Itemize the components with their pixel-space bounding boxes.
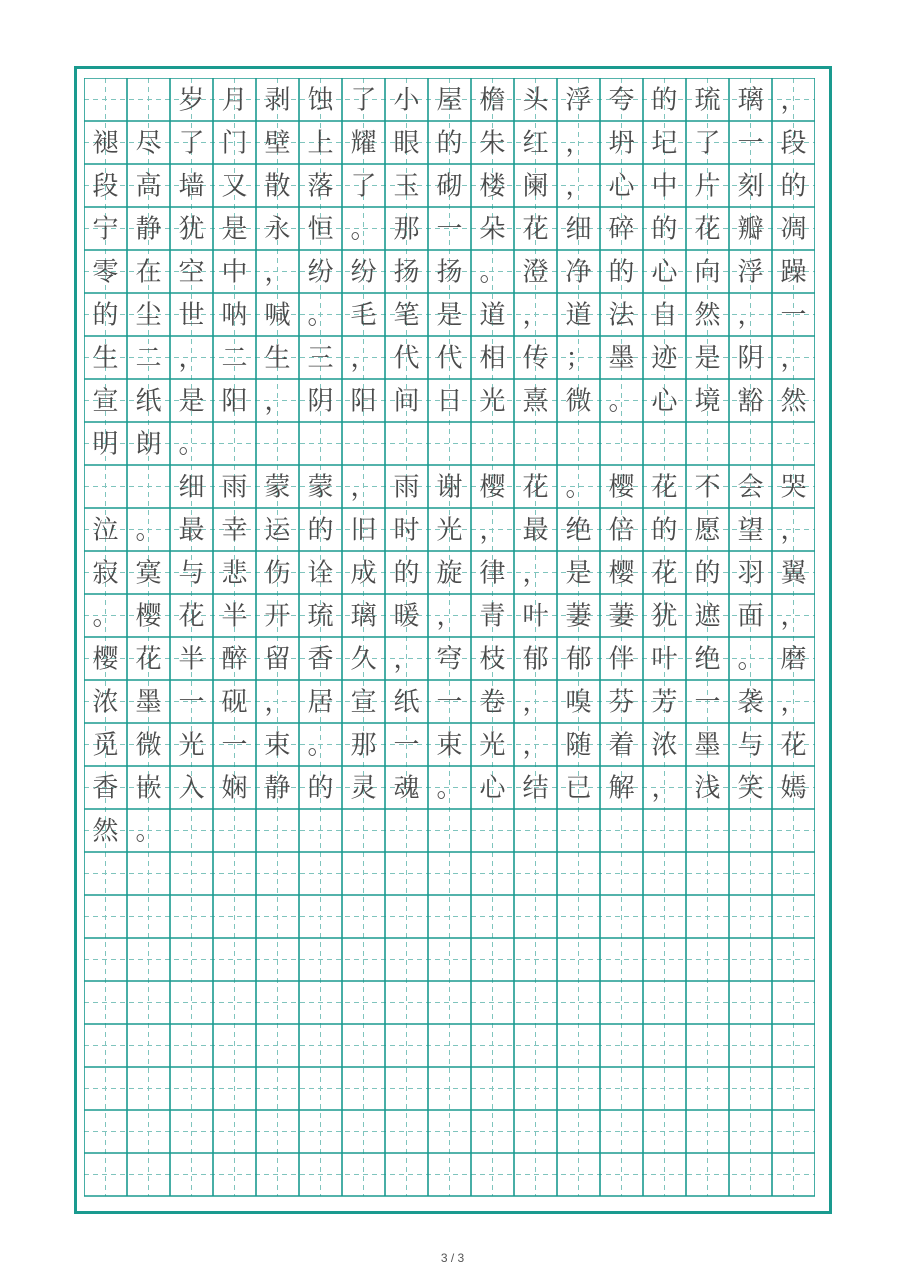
grid-character: 眼 (393, 128, 420, 159)
grid-character: 自 (651, 300, 678, 331)
grid-character: 泣 (92, 515, 119, 546)
grid-character: 熹 (522, 386, 549, 417)
grid-character: 的 (393, 558, 420, 589)
grid-character: 净 (565, 257, 592, 288)
grid-character: 绝 (694, 644, 721, 675)
grid-character: 光 (436, 515, 463, 546)
grid-character: 然 (694, 300, 721, 331)
grid-character: 尘 (135, 300, 162, 331)
writing-grid (84, 78, 815, 1197)
grid-character: 阑 (522, 171, 549, 202)
grid-character: 光 (479, 730, 506, 761)
grid-character: 蚀 (307, 85, 334, 116)
grid-character: ， (522, 300, 549, 331)
grid-character: 会 (737, 472, 764, 503)
grid-character: 纷 (350, 257, 377, 288)
grid-character: 砚 (221, 687, 248, 718)
grid-character: 羽 (737, 558, 764, 589)
grid-character: 又 (221, 171, 248, 202)
grid-character: 璃 (737, 85, 764, 116)
grid-character: 是 (565, 558, 592, 589)
grid-character: 花 (135, 644, 162, 675)
grid-character: 一 (737, 128, 764, 159)
grid-character: 。 (350, 214, 377, 245)
grid-character: 岁 (178, 85, 205, 116)
grid-character: ， (737, 300, 764, 331)
grid-character: 是 (178, 386, 205, 417)
grid-character: 嫣 (780, 773, 807, 804)
grid-character: ； (565, 343, 592, 374)
grid-character: 的 (780, 171, 807, 202)
grid-character: 玉 (393, 171, 420, 202)
grid-character: 心 (608, 171, 635, 202)
grid-character: 着 (608, 730, 635, 761)
grid-character: 穹 (436, 644, 463, 675)
grid-character: 静 (135, 214, 162, 245)
grid-character: 了 (178, 128, 205, 159)
grid-character: 暖 (393, 601, 420, 632)
grid-character: 卷 (479, 687, 506, 718)
grid-character: 醉 (221, 644, 248, 675)
grid-character: 的 (651, 85, 678, 116)
grid-character: 萋 (608, 601, 635, 632)
grid-character: 与 (178, 558, 205, 589)
grid-character: 最 (178, 515, 205, 546)
grid-character: ， (780, 601, 807, 632)
grid-character: 红 (522, 128, 549, 159)
grid-character: 二 (221, 343, 248, 374)
grid-character: 面 (737, 601, 764, 632)
grid-character: 段 (92, 171, 119, 202)
grid-character: 花 (780, 730, 807, 761)
grid-character: 悲 (221, 558, 248, 589)
grid-character: 郁 (522, 644, 549, 675)
grid-character: ， (350, 472, 377, 503)
grid-character: 嵌 (135, 773, 162, 804)
grid-character: ， (780, 343, 807, 374)
grid-character: 与 (737, 730, 764, 761)
grid-character: 枝 (479, 644, 506, 675)
grid-character: 愿 (694, 515, 721, 546)
grid-character: 心 (479, 773, 506, 804)
grid-character: 开 (264, 601, 291, 632)
grid-character: 向 (694, 257, 721, 288)
grid-character: 散 (264, 171, 291, 202)
grid-character: 律 (479, 558, 506, 589)
grid-character: 檐 (479, 85, 506, 116)
grid-character: 的 (651, 214, 678, 245)
grid-character: 了 (350, 171, 377, 202)
grid-character: 伴 (608, 644, 635, 675)
grid-character: 束 (264, 730, 291, 761)
grid-character: 代 (436, 343, 463, 374)
grid-character: 墨 (694, 730, 721, 761)
grid-character: 传 (522, 343, 549, 374)
grid-character: 墨 (135, 687, 162, 718)
grid-character: 宁 (92, 214, 119, 245)
grid-character: 。 (565, 472, 592, 503)
grid-character: 的 (436, 128, 463, 159)
grid-character: ， (178, 343, 205, 374)
grid-character: 运 (264, 515, 291, 546)
grid-character: 微 (565, 386, 592, 417)
grid-character: ， (393, 644, 420, 675)
grid-character: 中 (221, 257, 248, 288)
grid-character: 琉 (307, 601, 334, 632)
grid-character: 壁 (264, 128, 291, 159)
grid-character: 樱 (608, 558, 635, 589)
grid-character: 相 (479, 343, 506, 374)
grid-character: 空 (178, 257, 205, 288)
grid-character: ， (780, 85, 807, 116)
grid-character: 喊 (264, 300, 291, 331)
grid-character: 阴 (307, 386, 334, 417)
grid-character: 寞 (135, 558, 162, 589)
grid-character: 永 (264, 214, 291, 245)
writing-grid-svg (84, 78, 815, 1197)
grid-character: 生 (92, 343, 119, 374)
grid-character: 留 (264, 644, 291, 675)
grid-character: 魂 (393, 773, 420, 804)
grid-character: 雨 (221, 472, 248, 503)
grid-character: 成 (350, 558, 377, 589)
grid-character: 砌 (436, 171, 463, 202)
grid-character: 谢 (436, 472, 463, 503)
grid-character: 一 (780, 300, 807, 331)
grid-character: 宣 (350, 687, 377, 718)
grid-character: 嗅 (565, 687, 592, 718)
grid-character: 毛 (350, 300, 377, 331)
grid-character: 花 (522, 214, 549, 245)
grid-character: ， (565, 128, 592, 159)
grid-character: 那 (393, 214, 420, 245)
grid-character: 阳 (221, 386, 248, 417)
grid-character: 芳 (651, 687, 678, 718)
grid-character: 解 (608, 773, 635, 804)
grid-character: 袭 (737, 687, 764, 718)
grid-character: 。 (178, 429, 205, 460)
grid-character: 。 (307, 300, 334, 331)
grid-character: 光 (479, 386, 506, 417)
grid-character: 花 (178, 601, 205, 632)
grid-character: 已 (565, 773, 592, 804)
grid-character: 恒 (307, 214, 334, 245)
grid-character: 望 (737, 515, 764, 546)
grid-character: 诠 (307, 558, 334, 589)
grid-character: 那 (350, 730, 377, 761)
grid-character: 微 (135, 730, 162, 761)
grid-character: 楼 (479, 171, 506, 202)
grid-character: ， (522, 730, 549, 761)
grid-character: 坍 (608, 128, 635, 159)
grid-character: 在 (135, 257, 162, 288)
grid-character: 上 (307, 128, 334, 159)
grid-character: 寂 (92, 558, 119, 589)
grid-character: 青 (479, 601, 506, 632)
grid-character: 犹 (178, 214, 205, 245)
grid-character: 夸 (608, 85, 635, 116)
grid-character: 最 (522, 515, 549, 546)
grid-character: 随 (565, 730, 592, 761)
grid-character: 。 (135, 515, 162, 546)
grid-character: ， (264, 386, 291, 417)
grid-character: 澄 (522, 257, 549, 288)
grid-character: ， (522, 558, 549, 589)
grid-character: 扬 (393, 257, 420, 288)
grid-character: 是 (694, 343, 721, 374)
grid-character: 樱 (479, 472, 506, 503)
grid-character: 尽 (135, 128, 162, 159)
grid-character: 静 (264, 773, 291, 804)
grid-character: ， (479, 515, 506, 546)
grid-character: 月 (221, 85, 248, 116)
grid-character: 头 (522, 85, 549, 116)
grid-character: 笑 (737, 773, 764, 804)
grid-character: 细 (178, 472, 205, 503)
grid-character: 觅 (92, 730, 119, 761)
grid-character: 细 (565, 214, 592, 245)
grid-character: 纸 (393, 687, 420, 718)
grid-character: 叶 (522, 601, 549, 632)
grid-character: 门 (221, 128, 248, 159)
grid-character: 结 (522, 773, 549, 804)
grid-character: 墙 (178, 171, 205, 202)
grid-character: 高 (135, 171, 162, 202)
grid-character: 浮 (565, 85, 592, 116)
grid-character: 。 (307, 730, 334, 761)
grid-character: 久 (350, 644, 377, 675)
grid-character: 。 (737, 644, 764, 675)
grid-character: 雨 (393, 472, 420, 503)
grid-character: 时 (393, 515, 420, 546)
grid-character: 樱 (608, 472, 635, 503)
grid-character: 中 (651, 171, 678, 202)
grid-character: 墨 (608, 343, 635, 374)
grid-character: 道 (479, 300, 506, 331)
grid-character: 花 (651, 472, 678, 503)
grid-character: 浅 (694, 773, 721, 804)
grid-character: 落 (307, 171, 334, 202)
grid-character: 郁 (565, 644, 592, 675)
grid-character: 遮 (694, 601, 721, 632)
grid-character: 躁 (780, 257, 807, 288)
grid-character: 不 (694, 472, 721, 503)
grid-character: 了 (350, 85, 377, 116)
grid-character: 蒙 (264, 472, 291, 503)
grid-character: 法 (608, 300, 635, 331)
grid-character: 纷 (307, 257, 334, 288)
grid-character: 半 (221, 601, 248, 632)
grid-character: 。 (608, 386, 635, 417)
grid-character: ， (264, 257, 291, 288)
grid-character: 倍 (608, 515, 635, 546)
grid-character: 翼 (780, 558, 807, 589)
grid-character: 豁 (737, 386, 764, 417)
grid-character: ， (565, 171, 592, 202)
grid-character: 香 (92, 773, 119, 804)
grid-character: 旧 (350, 515, 377, 546)
grid-character: 了 (694, 128, 721, 159)
grid-character: 生 (264, 343, 291, 374)
grid-character: 磨 (780, 644, 807, 675)
grid-character: 代 (393, 343, 420, 374)
grid-character: 刻 (737, 171, 764, 202)
grid-character: 花 (694, 214, 721, 245)
grid-character: 然 (92, 816, 119, 847)
grid-character: 浓 (92, 687, 119, 718)
grid-character: 扬 (436, 257, 463, 288)
grid-character: 是 (221, 214, 248, 245)
grid-character: ， (436, 601, 463, 632)
grid-character: 心 (651, 386, 678, 417)
grid-character: 然 (780, 386, 807, 417)
grid-character: 笔 (393, 300, 420, 331)
grid-character: 一 (694, 687, 721, 718)
grid-character: 朵 (479, 214, 506, 245)
grid-character: 一 (178, 687, 205, 718)
grid-character: 是 (436, 300, 463, 331)
grid-character: 蒙 (307, 472, 334, 503)
grid-character: 浓 (651, 730, 678, 761)
grid-character: 圮 (651, 128, 678, 159)
grid-character: ， (780, 687, 807, 718)
grid-character: 心 (651, 257, 678, 288)
grid-character: 迹 (651, 343, 678, 374)
grid-character: 瓣 (737, 214, 764, 245)
grid-character: 间 (393, 386, 420, 417)
grid-character: 一 (436, 687, 463, 718)
grid-character: ， (780, 515, 807, 546)
grid-character: 纸 (135, 386, 162, 417)
grid-character: 的 (307, 515, 334, 546)
grid-character: 芬 (608, 687, 635, 718)
grid-character: 束 (436, 730, 463, 761)
grid-character: 幸 (221, 515, 248, 546)
grid-character: 零 (92, 257, 119, 288)
grid-character: 旋 (436, 558, 463, 589)
grid-character: 伤 (264, 558, 291, 589)
grid-character: 剥 (264, 85, 291, 116)
grid-character: 朱 (479, 128, 506, 159)
grid-character: 境 (694, 386, 721, 417)
grid-character: 段 (780, 128, 807, 159)
grid-character: ， (522, 687, 549, 718)
grid-character: 日 (436, 386, 463, 417)
grid-character: 的 (92, 300, 119, 331)
grid-character: 光 (178, 730, 205, 761)
grid-character: 娴 (221, 773, 248, 804)
grid-character: 的 (651, 515, 678, 546)
grid-character: ， (651, 773, 678, 804)
grid-character: 璃 (350, 601, 377, 632)
grid-character: 居 (307, 687, 334, 718)
grid-character: 耀 (350, 128, 377, 159)
grid-character: 阴 (737, 343, 764, 374)
grid-character: 花 (651, 558, 678, 589)
grid-character: 。 (479, 257, 506, 288)
grid-character: 浮 (737, 257, 764, 288)
grid-character: 一 (393, 730, 420, 761)
grid-character: 哭 (780, 472, 807, 503)
grid-character: 世 (178, 300, 205, 331)
grid-character: 花 (522, 472, 549, 503)
grid-character: 明 (92, 429, 119, 460)
grid-character: 宣 (92, 386, 119, 417)
grid-character: 阳 (350, 386, 377, 417)
grid-character: 樱 (92, 644, 119, 675)
grid-character: 凋 (780, 214, 807, 245)
grid-character: 片 (694, 171, 721, 202)
grid-character: 的 (307, 773, 334, 804)
grid-character: 小 (393, 85, 420, 116)
grid-character: 樱 (135, 601, 162, 632)
grid-character: 琉 (694, 85, 721, 116)
grid-character: 道 (565, 300, 592, 331)
grid-character: 犹 (651, 601, 678, 632)
grid-character: 香 (307, 644, 334, 675)
grid-character: 三 (307, 343, 334, 374)
grid-character: 屋 (436, 85, 463, 116)
grid-character: 半 (178, 644, 205, 675)
grid-character: 灵 (350, 773, 377, 804)
grid-character: 绝 (565, 515, 592, 546)
grid-character: 。 (436, 773, 463, 804)
grid-character: ， (350, 343, 377, 374)
grid-character: 萋 (565, 601, 592, 632)
grid-character: 褪 (92, 128, 119, 159)
grid-character: 的 (608, 257, 635, 288)
grid-character: 。 (135, 816, 162, 847)
grid-character: 一 (436, 214, 463, 245)
grid-character: 入 (178, 773, 205, 804)
grid-character: 。 (92, 601, 119, 632)
grid-character: 碎 (608, 214, 635, 245)
page-number: 3 / 3 (440, 1251, 465, 1265)
grid-character: 二 (135, 343, 162, 374)
grid-character: 呐 (221, 300, 248, 331)
grid-character: 叶 (651, 644, 678, 675)
grid-character: 一 (221, 730, 248, 761)
grid-character: ， (264, 687, 291, 718)
grid-character: 朗 (135, 429, 162, 460)
grid-character: 的 (694, 558, 721, 589)
